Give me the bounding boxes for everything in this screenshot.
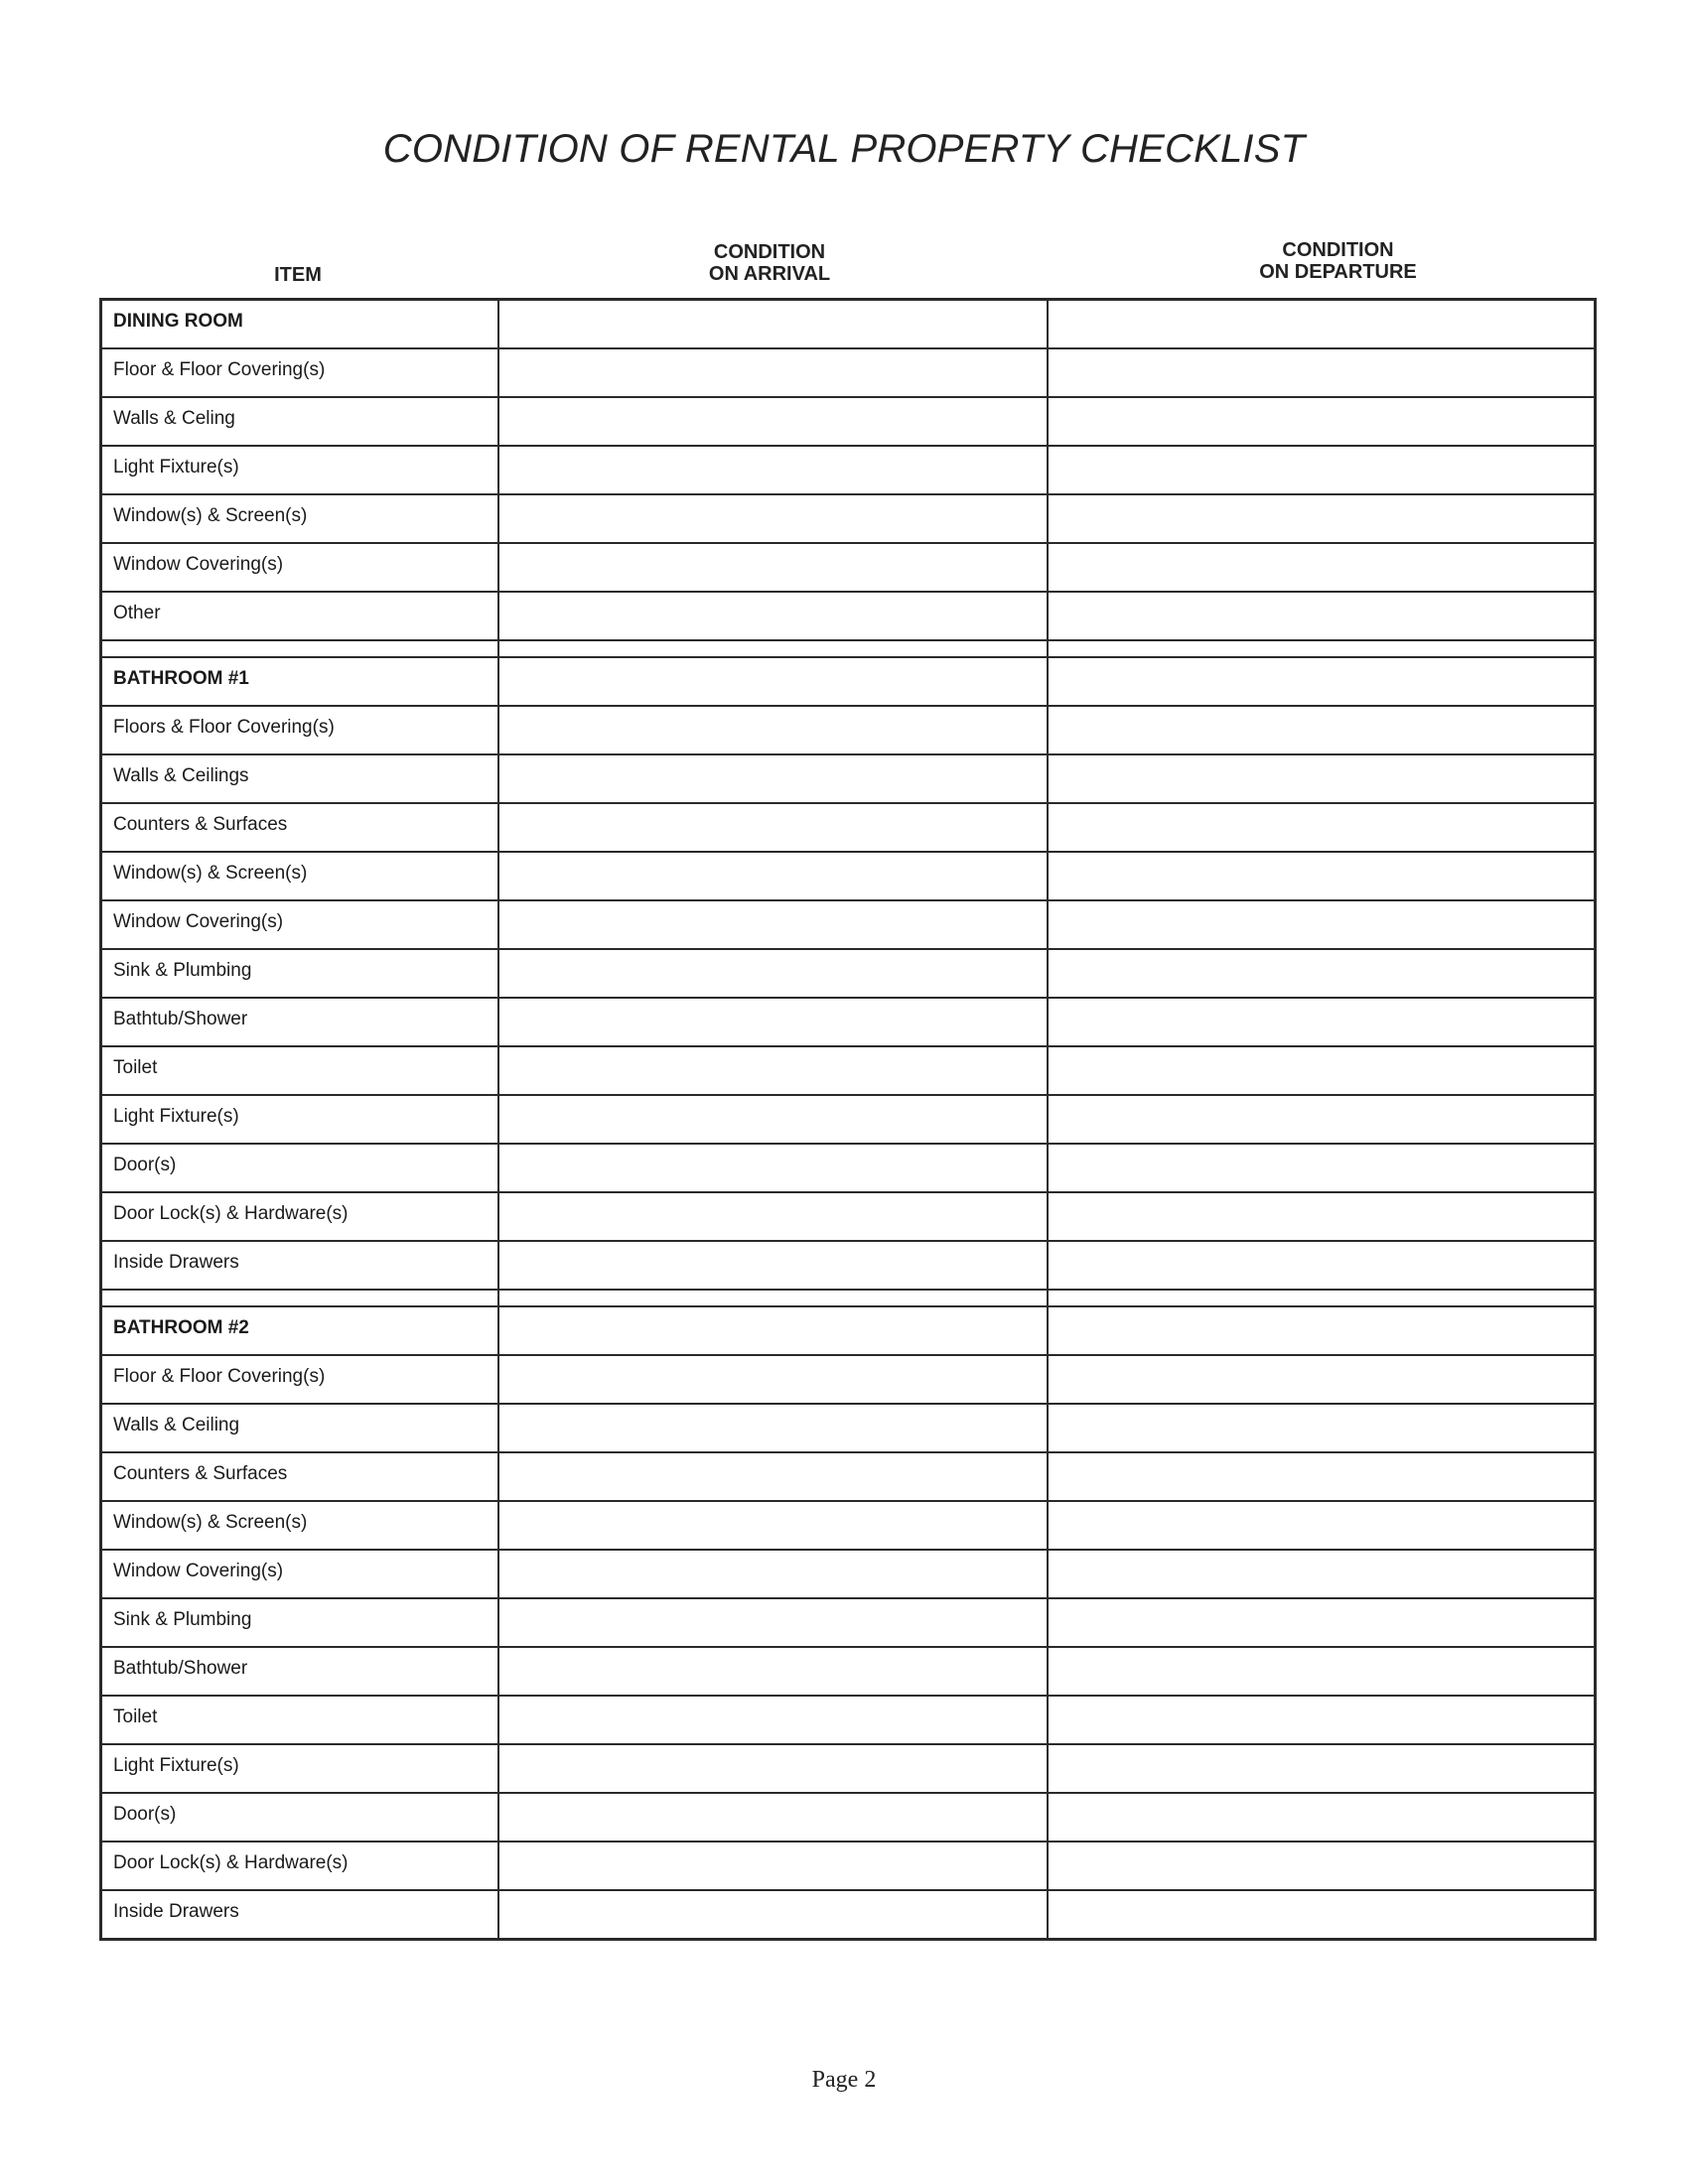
table-row <box>102 948 1594 997</box>
arrival-condition-cell[interactable] <box>499 495 1049 542</box>
section-divider <box>102 639 1594 656</box>
table-row <box>102 1094 1594 1143</box>
departure-condition-cell[interactable] <box>1049 1242 1594 1289</box>
departure-condition-cell[interactable] <box>1049 398 1594 445</box>
departure-condition-cell[interactable] <box>1049 1891 1594 1938</box>
departure-condition-cell[interactable] <box>1049 999 1594 1045</box>
item-label: Counters & Surfaces <box>102 1453 499 1500</box>
item-label: Window Covering(s) <box>102 1551 499 1597</box>
section-heading-row <box>102 1305 1594 1354</box>
item-label: Bathtub/Shower <box>102 999 499 1045</box>
table-row <box>102 1191 1594 1240</box>
arrival-condition-cell[interactable] <box>499 544 1049 591</box>
departure-condition-cell[interactable] <box>1049 301 1594 347</box>
departure-condition-cell[interactable] <box>1049 1307 1594 1354</box>
arrival-condition-cell[interactable] <box>499 1599 1049 1646</box>
item-label: Bathtub/Shower <box>102 1648 499 1695</box>
table-row <box>102 1240 1594 1289</box>
arrival-condition-cell[interactable] <box>499 1145 1049 1191</box>
item-label: Light Fixture(s) <box>102 447 499 493</box>
item-label: Window(s) & Screen(s) <box>102 1502 499 1549</box>
departure-condition-cell[interactable] <box>1049 1502 1594 1549</box>
arrival-condition-cell[interactable] <box>499 1405 1049 1451</box>
item-label: Window(s) & Screen(s) <box>102 853 499 899</box>
departure-condition-cell[interactable] <box>1049 1551 1594 1597</box>
table-row <box>102 1143 1594 1191</box>
arrival-condition-cell[interactable] <box>499 1307 1049 1354</box>
table-row <box>102 347 1594 396</box>
departure-condition-cell[interactable] <box>1049 1648 1594 1695</box>
item-label: Door(s) <box>102 1145 499 1191</box>
table-row <box>102 997 1594 1045</box>
column-header-arrival-line2: ON ARRIVAL <box>708 263 831 285</box>
item-label: Toilet <box>102 1697 499 1743</box>
departure-condition-cell[interactable] <box>1049 755 1594 802</box>
departure-condition-cell[interactable] <box>1049 1794 1594 1841</box>
table-row <box>102 753 1594 802</box>
table-row <box>102 705 1594 753</box>
arrival-condition-cell[interactable] <box>499 901 1049 948</box>
column-header-item <box>99 264 496 286</box>
table-row <box>102 1354 1594 1403</box>
departure-condition-cell[interactable] <box>1049 1599 1594 1646</box>
item-label: Other <box>102 593 499 639</box>
departure-condition-cell[interactable] <box>1049 495 1594 542</box>
item-label: Counters & Surfaces <box>102 804 499 851</box>
item-label: Floor & Floor Covering(s) <box>102 1356 499 1403</box>
item-label: Walls & Ceiling <box>102 1405 499 1451</box>
item-label: Walls & Celing <box>102 398 499 445</box>
table-row <box>102 1695 1594 1743</box>
table-row <box>102 1451 1594 1500</box>
item-label: Light Fixture(s) <box>102 1745 499 1792</box>
page-number: Page 2 <box>811 2067 877 2093</box>
table-row <box>102 1597 1594 1646</box>
item-label: Door Lock(s) & Hardware(s) <box>102 1843 499 1889</box>
table-row <box>102 396 1594 445</box>
table-row <box>102 1500 1594 1549</box>
section-heading: DINING ROOM <box>102 301 499 347</box>
table-row <box>102 1889 1594 1938</box>
section-heading: BATHROOM #1 <box>102 658 499 705</box>
arrival-condition-cell[interactable] <box>499 1502 1049 1549</box>
departure-condition-cell[interactable] <box>1049 853 1594 899</box>
departure-condition-cell[interactable] <box>1049 447 1594 493</box>
table-row <box>102 1792 1594 1841</box>
item-label: Window Covering(s) <box>102 901 499 948</box>
departure-condition-cell[interactable] <box>1049 349 1594 396</box>
arrival-condition-cell[interactable] <box>499 1551 1049 1597</box>
arrival-condition-cell[interactable] <box>499 950 1049 997</box>
column-header-departure-line1: CONDITION <box>1282 239 1394 261</box>
item-label: Walls & Ceilings <box>102 755 499 802</box>
column-header-arrival-line1: CONDITION <box>713 241 826 263</box>
arrival-condition-cell[interactable] <box>499 349 1049 396</box>
arrival-condition-cell[interactable] <box>499 1794 1049 1841</box>
column-header-departure <box>1048 239 1628 283</box>
arrival-condition-cell[interactable] <box>499 707 1049 753</box>
arrival-condition-cell[interactable] <box>499 1453 1049 1500</box>
arrival-condition-cell[interactable] <box>499 999 1049 1045</box>
arrival-condition-cell[interactable] <box>499 1697 1049 1743</box>
departure-condition-cell[interactable] <box>1049 804 1594 851</box>
arrival-condition-cell[interactable] <box>499 853 1049 899</box>
departure-condition-cell[interactable] <box>1049 593 1594 639</box>
departure-condition-cell[interactable] <box>1049 950 1594 997</box>
item-label: Window Covering(s) <box>102 544 499 591</box>
departure-condition-cell[interactable] <box>1049 1193 1594 1240</box>
item-label: Toilet <box>102 1047 499 1094</box>
item-label: Door Lock(s) & Hardware(s) <box>102 1193 499 1240</box>
departure-condition-cell[interactable] <box>1049 901 1594 948</box>
arrival-condition-cell[interactable] <box>499 658 1049 705</box>
arrival-condition-cell[interactable] <box>499 1745 1049 1792</box>
departure-condition-cell[interactable] <box>1049 1405 1594 1451</box>
table-row <box>102 851 1594 899</box>
departure-condition-cell[interactable] <box>1049 544 1594 591</box>
table-row <box>102 445 1594 493</box>
table-row <box>102 542 1594 591</box>
column-header-departure-line2: ON DEPARTURE <box>1259 261 1417 283</box>
item-label: Sink & Plumbing <box>102 950 499 997</box>
arrival-condition-cell[interactable] <box>499 398 1049 445</box>
item-label: Light Fixture(s) <box>102 1096 499 1143</box>
item-label: Floor & Floor Covering(s) <box>102 349 499 396</box>
arrival-condition-cell[interactable] <box>499 1096 1049 1143</box>
column-header-arrival <box>496 241 1043 285</box>
table-row <box>102 802 1594 851</box>
departure-condition-cell[interactable] <box>1049 1453 1594 1500</box>
table-row <box>102 1045 1594 1094</box>
item-label: Inside Drawers <box>102 1891 499 1938</box>
table-row <box>102 1549 1594 1597</box>
page-title: CONDITION OF RENTAL PROPERTY CHECKLIST <box>382 127 1306 171</box>
arrival-condition-cell[interactable] <box>499 593 1049 639</box>
arrival-condition-cell[interactable] <box>499 1891 1049 1938</box>
departure-condition-cell[interactable] <box>1049 1096 1594 1143</box>
table-row <box>102 1841 1594 1889</box>
departure-condition-cell[interactable] <box>1049 1745 1594 1792</box>
section-heading-row <box>102 301 1594 347</box>
item-label: Sink & Plumbing <box>102 1599 499 1646</box>
arrival-condition-cell[interactable] <box>499 447 1049 493</box>
item-label: Floors & Floor Covering(s) <box>102 707 499 753</box>
arrival-condition-cell[interactable] <box>499 1193 1049 1240</box>
table-row <box>102 493 1594 542</box>
section-heading-row <box>102 656 1594 705</box>
arrival-condition-cell[interactable] <box>499 1648 1049 1695</box>
table-row <box>102 1646 1594 1695</box>
departure-condition-cell[interactable] <box>1049 1145 1594 1191</box>
departure-condition-cell[interactable] <box>1049 1047 1594 1094</box>
table-row <box>102 1743 1594 1792</box>
arrival-condition-cell[interactable] <box>499 755 1049 802</box>
section-heading: BATHROOM #2 <box>102 1307 499 1354</box>
arrival-condition-cell[interactable] <box>499 1242 1049 1289</box>
departure-condition-cell[interactable] <box>1049 1697 1594 1743</box>
arrival-condition-cell[interactable] <box>499 301 1049 347</box>
departure-condition-cell[interactable] <box>1049 658 1594 705</box>
arrival-condition-cell[interactable] <box>499 1356 1049 1403</box>
table-row <box>102 591 1594 639</box>
arrival-condition-cell[interactable] <box>499 1843 1049 1889</box>
section-divider <box>102 1289 1594 1305</box>
arrival-condition-cell[interactable] <box>499 1047 1049 1094</box>
column-header-item-label: ITEM <box>274 264 322 286</box>
item-label: Window(s) & Screen(s) <box>102 495 499 542</box>
table-row <box>102 899 1594 948</box>
departure-condition-cell[interactable] <box>1049 1843 1594 1889</box>
departure-condition-cell[interactable] <box>1049 1356 1594 1403</box>
checklist-table <box>99 298 1597 1941</box>
table-row <box>102 1403 1594 1451</box>
departure-condition-cell[interactable] <box>1049 707 1594 753</box>
item-label: Door(s) <box>102 1794 499 1841</box>
arrival-condition-cell[interactable] <box>499 804 1049 851</box>
item-label: Inside Drawers <box>102 1242 499 1289</box>
